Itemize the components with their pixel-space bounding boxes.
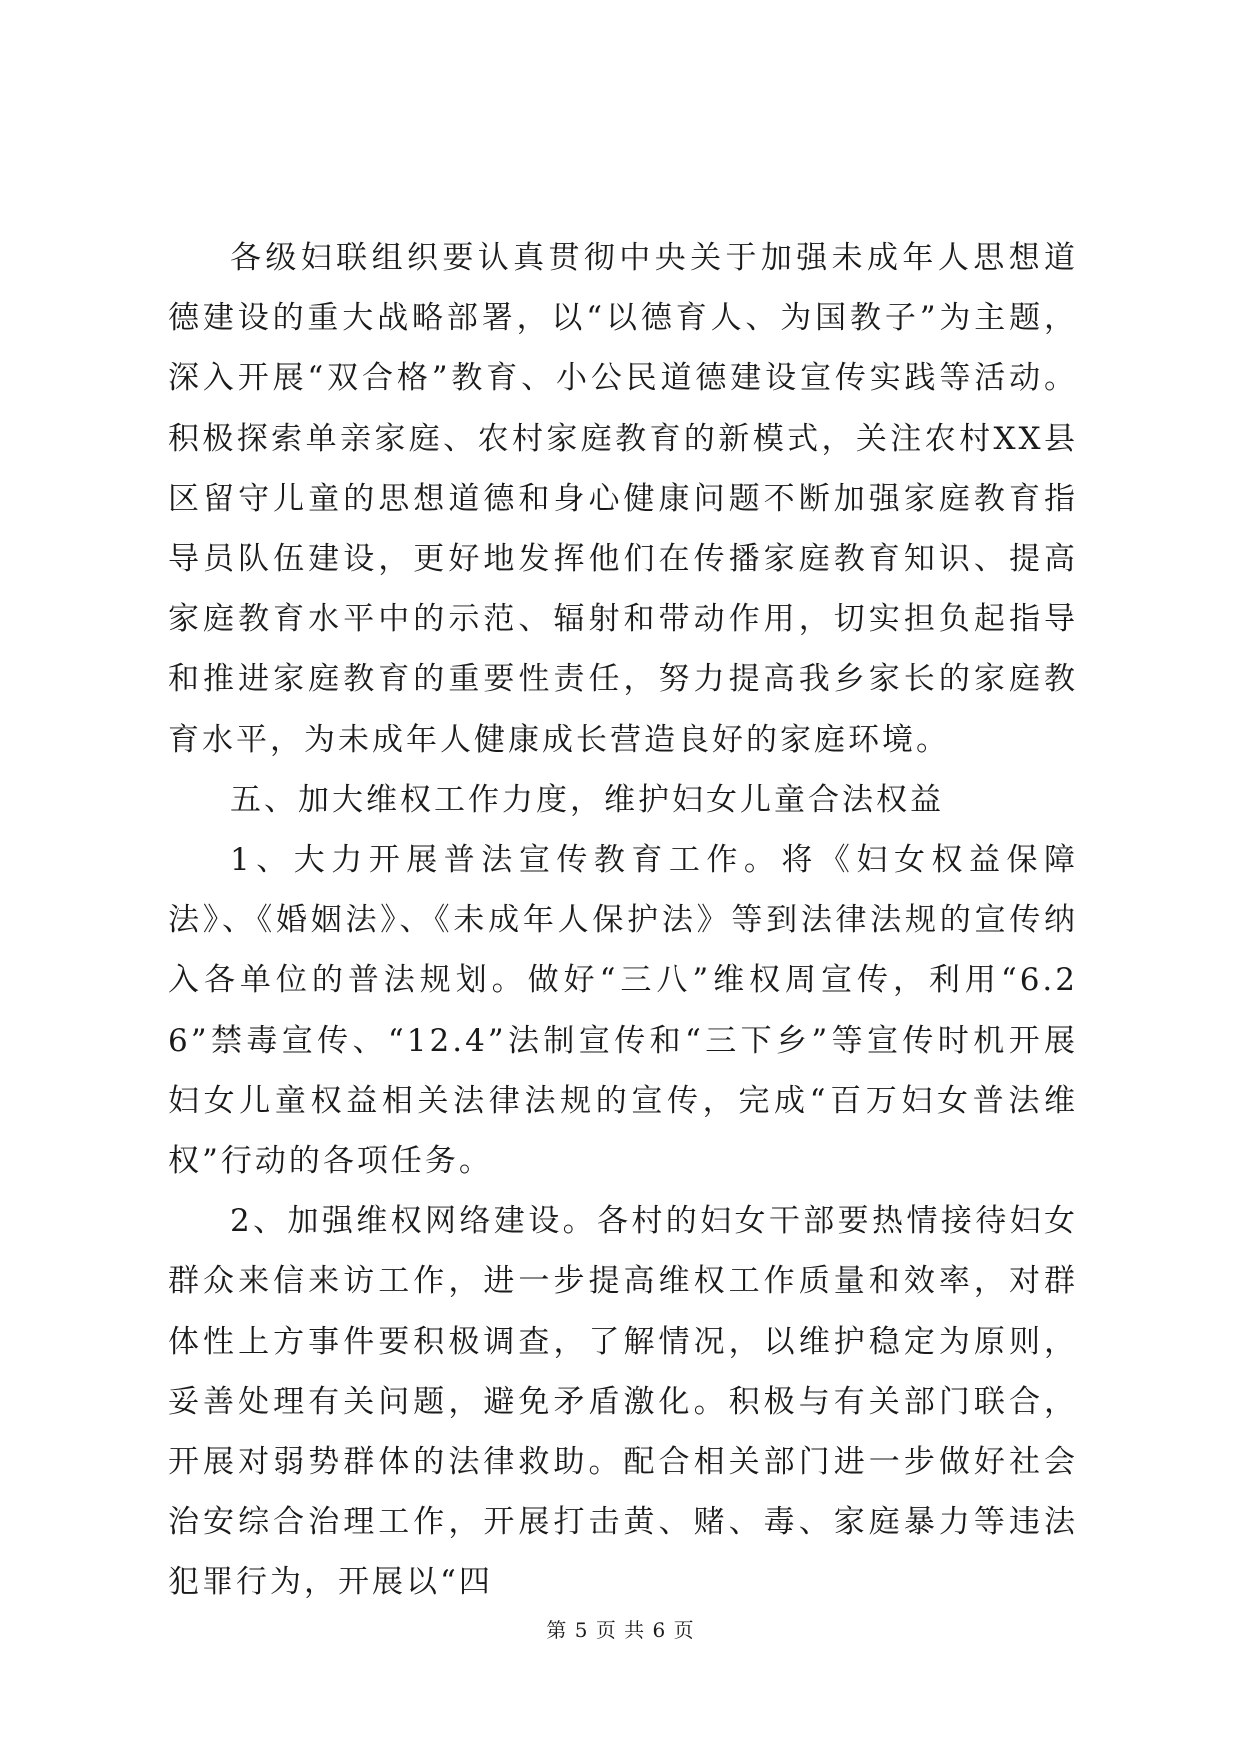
paragraph-legal-education: 1、大力开展普法宣传教育工作。将《妇女权益保障法》、《婚姻法》、《未成年人保护法》等到法律法规的宣传纳入各单位的普法规划。做好“三八”维权周宣传，利用“6.26”禁毒宣传、“12.4”法制宣传和“三下乡”等宣传时机开展妇女儿童权益相关法律法规的宣传，完成“百万妇女普法维权”行动的各项任务。 xyxy=(168,842,1078,1180)
paragraph-family-education: 各级妇联组织要认真贯彻中央关于加强未成年人思想道德建设的重大战略部署，以“以德育人、为国教子”为主题，深入开展“双合格”教育、小公民道德建设宣传实践等活动。积极探索单亲家庭、农村家庭教育的新模式，关注农村XX县区留守儿童的思想道德和身心健康问题不断加强家庭教育指导员队伍建设，更好地发挥他们在传播家庭教育知识、提高家庭教育水平中的示范、辐射和带动作用，切实担负起指导和推进家庭教育的重要性责任，努力提高我乡家长的家庭教育水平，为未成年人健康成长营造良好的家庭环境。 xyxy=(168,240,1078,758)
document-body xyxy=(168,228,1078,1613)
section-heading-rights: 五、加大维权工作力度，维护妇女儿童合法权益 xyxy=(230,781,944,818)
page-number-footer: 第 5 页 共 6 页 xyxy=(546,1618,695,1642)
paragraph-rights-network: 2、加强维权网络建设。各村的妇女干部要热情接待妇女群众来信来访工作，进一步提高维权工作质量和效率，对群体性上方事件要积极调查，了解情况，以维护稳定为原则，妥善处理有关问题，避免矛盾激化。积极与有关部门联合，开展对弱势群体的法律救助。配合相关部门进一步做好社会治安综合治理工作，开展打击黄、赌、毒、家庭暴力等违法犯罪行为，开展以“四 xyxy=(168,1203,1078,1601)
